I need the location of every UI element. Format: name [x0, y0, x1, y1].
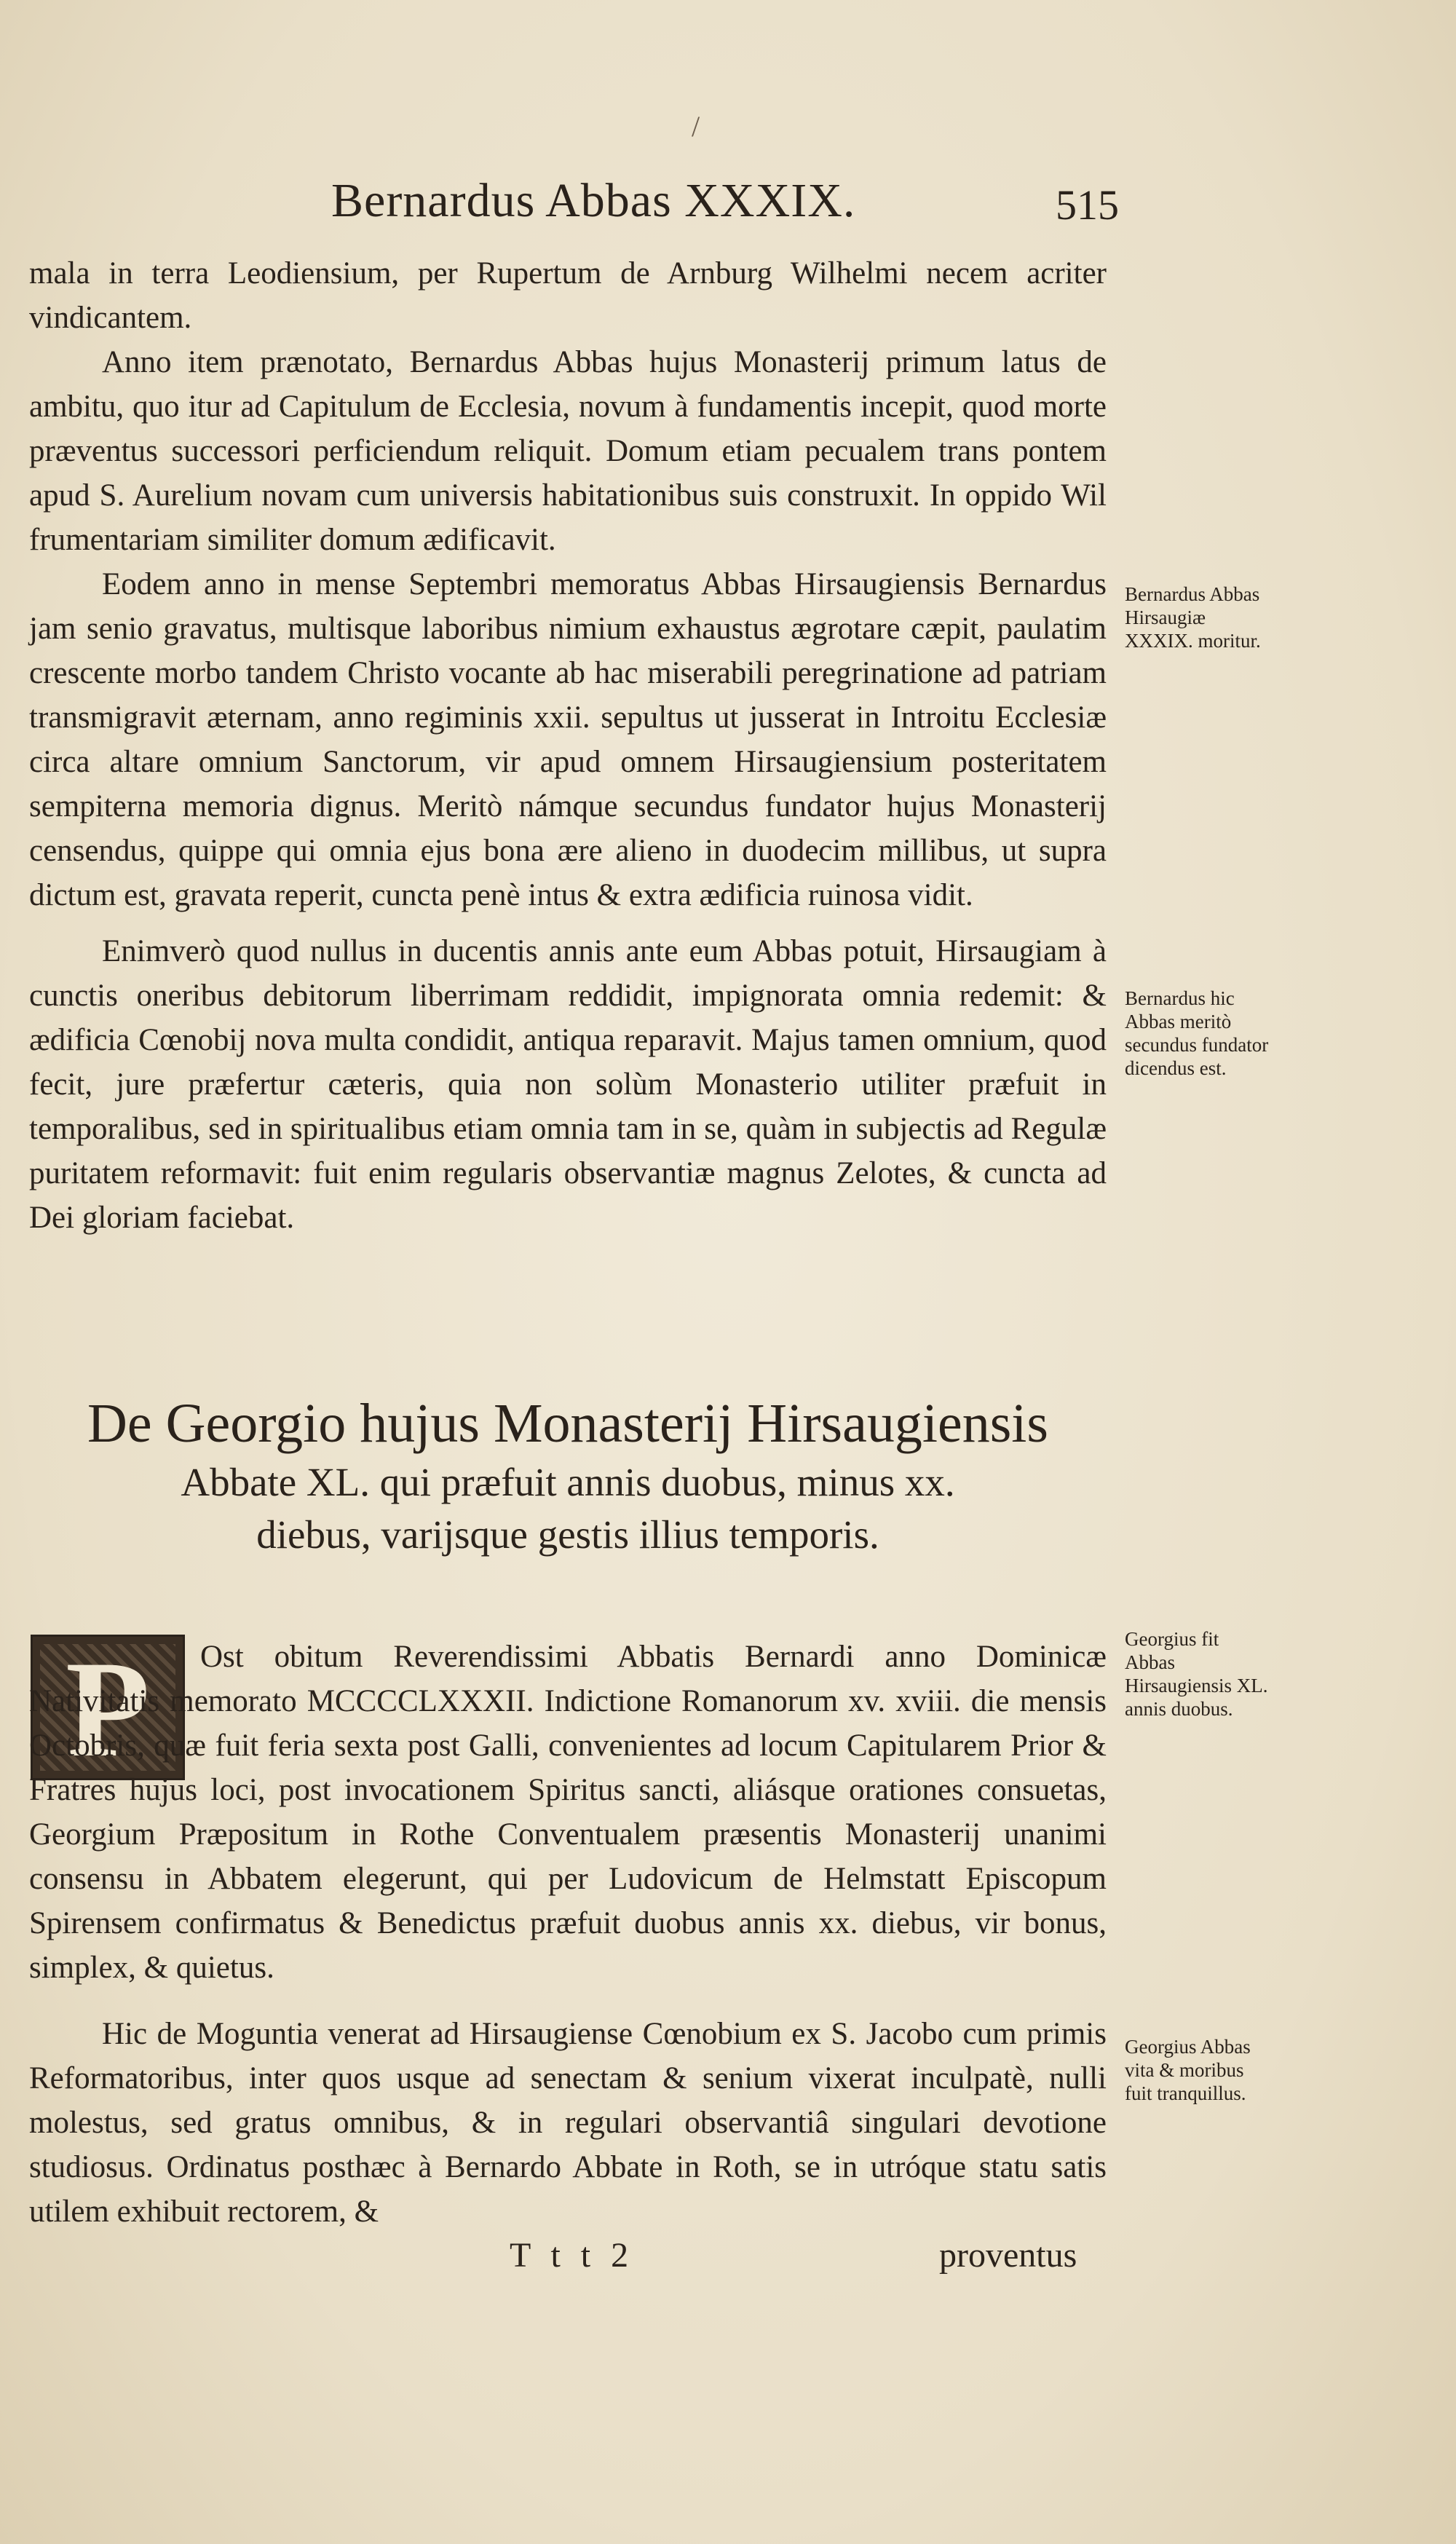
margin-note: Bernardus hic Abbas meritò secundus fundator dicendus est. — [1125, 987, 1269, 1079]
chapter-heading-line: Abbate XL. qui præfuit annis duobus, minus xx. — [181, 1460, 955, 1504]
page-number: 515 — [1056, 181, 1119, 229]
section-bernardus — [29, 251, 1107, 1240]
paragraph — [29, 1635, 1107, 1990]
paragraph-text: Ost obitum Reverendissimi Abbatis Bernardi anno Dominicæ Nativitatis memorato MCCCCLXXXII. Indictione Romanorum xv. xviii. die mensis Octobris, quæ fuit feria sexta post Galli, convenientes ad locum Capitularem Prior & Fratres hujus loci, post invocationem Spiritus sancti, aliásque orationes consuetas, Georgium Præpositum in Rothe Conventualem præsentis Monasterij unanimi consensu in Abbatem elegerunt, qui per Ludovicum de Helmstatt Episcopum Spirensem confirmatus & Benedictus præfuit duobus annis xx. diebus, vir bonus, simplex, & quietus. — [29, 1640, 1107, 1985]
signature-mark: T t t 2 — [510, 2236, 635, 2275]
catchword: proventus — [939, 2236, 1077, 2275]
running-header: Bernardus Abbas XXXIX. — [331, 174, 856, 227]
initial-letter: P — [65, 1633, 151, 1786]
chapter-heading — [29, 1391, 1107, 1561]
chapter-heading-line: De Georgio hujus Monasterij Hirsaugiensis — [87, 1393, 1048, 1454]
paragraph: mala in terra Leodiensium, per Rupertum de Arnburg Wilhelmi necem acriter vindicantem. — [29, 256, 1107, 335]
paragraph: Enimverò quod nullus in ducentis annis ante eum Abbas potuit, Hirsaugiam à cunctis oneribus debitorum liberrimam reddidit, impignorata omnia redemit: & ædificia Cœnobij nova multa condidit, antiqua reparavit. Majus tamen omnium, quod fecit, jure præfertur cæteris, quia non solùm Monasterio utiliter præfuit in temporalibus, sed in spiritualibus etiam omnia tam in se, quàm in subjectis ad Regulæ puritatem reformavit: fuit enim regularis observantiæ magnus Zelotes, & cuncta ad Dei gloriam faciebat. — [29, 934, 1107, 1235]
margin-note: Georgius fit Abbas Hirsaugiensis XL. annis duobus. — [1125, 1628, 1268, 1720]
section-georgius — [29, 1635, 1107, 2234]
margin-note: Bernardus Abbas Hirsaugiæ XXXIX. moritur. — [1125, 583, 1261, 652]
margin-note: Georgius Abbas vita & moribus fuit tranquillus. — [1125, 2036, 1251, 2104]
paragraph: Hic de Moguntia venerat ad Hirsaugiense Cœnobium ex S. Jacobo cum primis Reformatoribus, inter quos usque ad senectam & senium vixerat inculpatè, nulli molestus, sed gratus omnibus, & in regulari observantiâ singulari devotione studiosus. Ordinatus posthæc à Bernardo Abbate in Roth, se in utróque statu satis utilem exhibuit rectorem, & — [29, 2017, 1107, 2229]
paragraph: Eodem anno in mense Septembri memoratus Abbas Hirsaugiensis Bernardus jam senio gravatus, multisque laboribus nimium exhaustus ægrotare cæpit, paulatim crescente morbo tandem Christo vocante ab hac miserabili peregrinatione ad patriam transmigravit æternam, anno regiminis xxii. sepultus ut jusserat in Introitu Ecclesiæ circa altare omnium Sanctorum, vir apud omnem Hirsaugiensium posteritatem sempiterna memoria dignus. Meritò námque secundus fundator hujus Monasterij censendus, quippe qui omnia ejus bona ære alieno in duodecim millibus, ut supra dictum est, gravata reperit, cuncta penè intus & extra ædificia ruinosa vidit. — [29, 567, 1107, 912]
chapter-heading-line: diebus, varijsque gestis illius temporis. — [256, 1512, 879, 1557]
paragraph: Anno item prænotato, Bernardus Abbas hujus Monasterij primum latus de ambitu, quo itur ad Capitulum de Ecclesia, novum à fundamentis incepit, quod morte præventus successori perficiendum reliquit. Domum etiam pecualem trans pontem apud S. Aurelium novam cum universis habitationibus suis construxit. In oppido Wil frumentariam similiter domum ædificavit. — [29, 345, 1107, 557]
stray-mark: / — [692, 110, 700, 143]
